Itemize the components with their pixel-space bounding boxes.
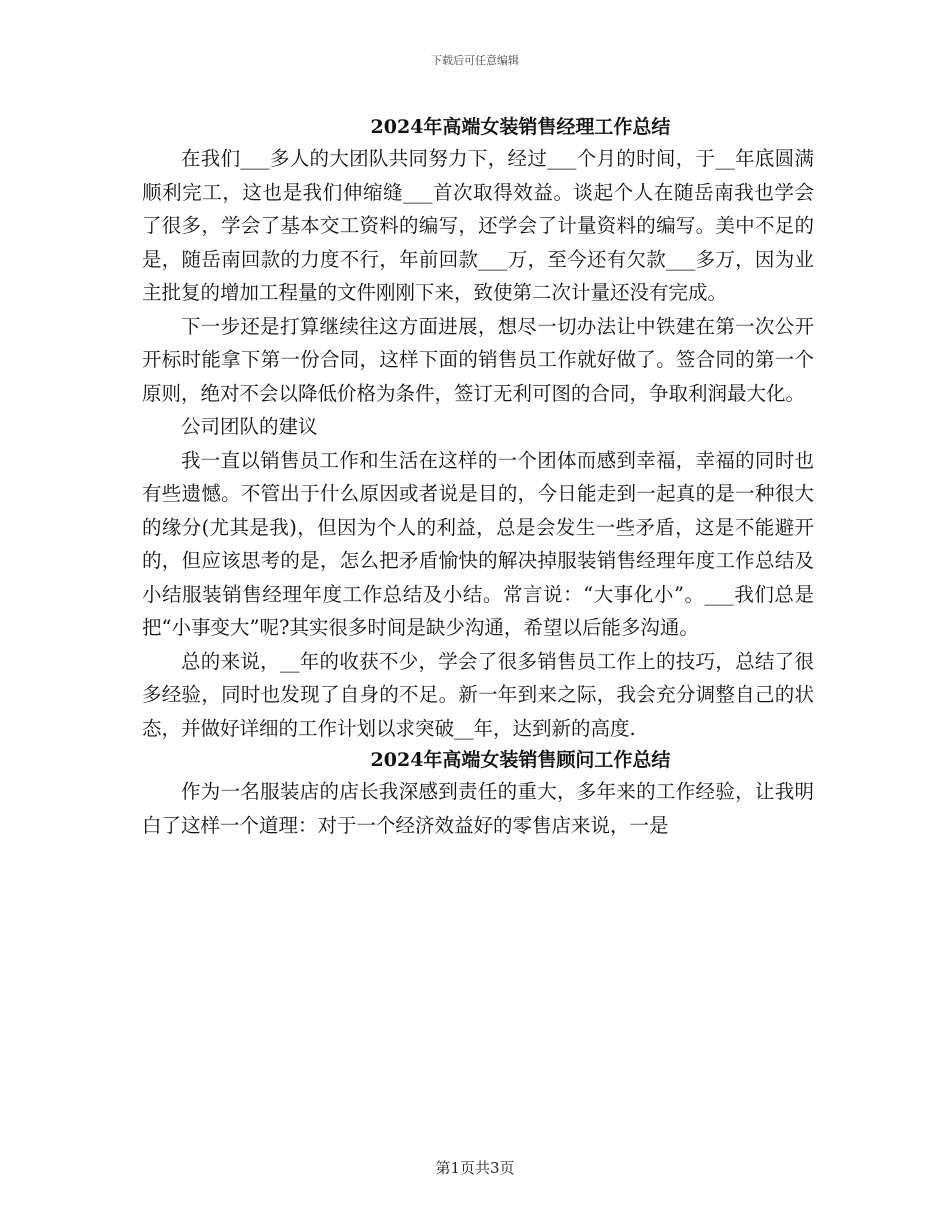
section2-paragraph-1: 作为一名服装店的店长我深感到责任的重大，多年来的工作经验，让我明白了这样一个道理：对于一个经济效益好的零售店来说，一是: [142, 780, 814, 837]
page-header: 下载后可任意编辑: [431, 54, 519, 67]
section2-title: 2024年高端女装销售顾问工作总结: [370, 749, 671, 771]
section1-paragraph-3: 我一直以销售员工作和生活在这样的一个团体而感到幸福，幸福的同时也有些遗憾。不管出于什么原因或者说是目的，今日能走到一起真的是一种很大的缘分(尤其是我)，但因为个人的利益，总是会发生一些矛盾，这是不能避开的，但应该思考的是，怎么把矛盾愉快的解决掉服装销售经理年度工作总结及小结服装销售经理年度工作总结及小结。常言说：“大事化小”。___我们总是把“小事变大”呢?其实很多时间是缺少沟通，希望以后能多沟通。: [142, 448, 814, 639]
document-body: [142, 112, 814, 842]
section1-subheading: 公司团队的建议: [181, 415, 318, 438]
section1-paragraph-4: 总的来说，__年的收获不少，学会了很多销售员工作上的技巧，总结了很多经验，同时也发现了自身的不足。新一年到来之际，我会充分调整自己的状态，并做好详细的工作计划以求突破__年，达到新的高度.: [142, 649, 814, 740]
section1-title: 2024年高端女装销售经理工作总结: [370, 116, 671, 138]
page-footer: 第1页共3页: [435, 1159, 515, 1177]
section1-paragraph-1: 在我们___多人的大团队共同努力下，经过___个月的时间，于__年底圆满顺利完工，这也是我们伸缩缝___首次取得效益。谈起个人在随岳南我也学会了很多，学会了基本交工资料的编写，还学会了计量资料的编写。美中不足的是，随岳南回款的力度不行，年前回款___万，至今还有欠款___多万，因为业主批复的增加工程量的文件刚刚下来，致使第二次计量还没有完成。: [142, 147, 814, 304]
section1-paragraph-2: 下一步还是打算继续往这方面进展，想尽一切办法让中铁建在第一次公开开标时能拿下第一份合同，这样下面的销售员工作就好做了。签合同的第一个原则，绝对不会以降低价格为条件，签订无利可图的合同，争取利润最大化。: [142, 314, 814, 405]
